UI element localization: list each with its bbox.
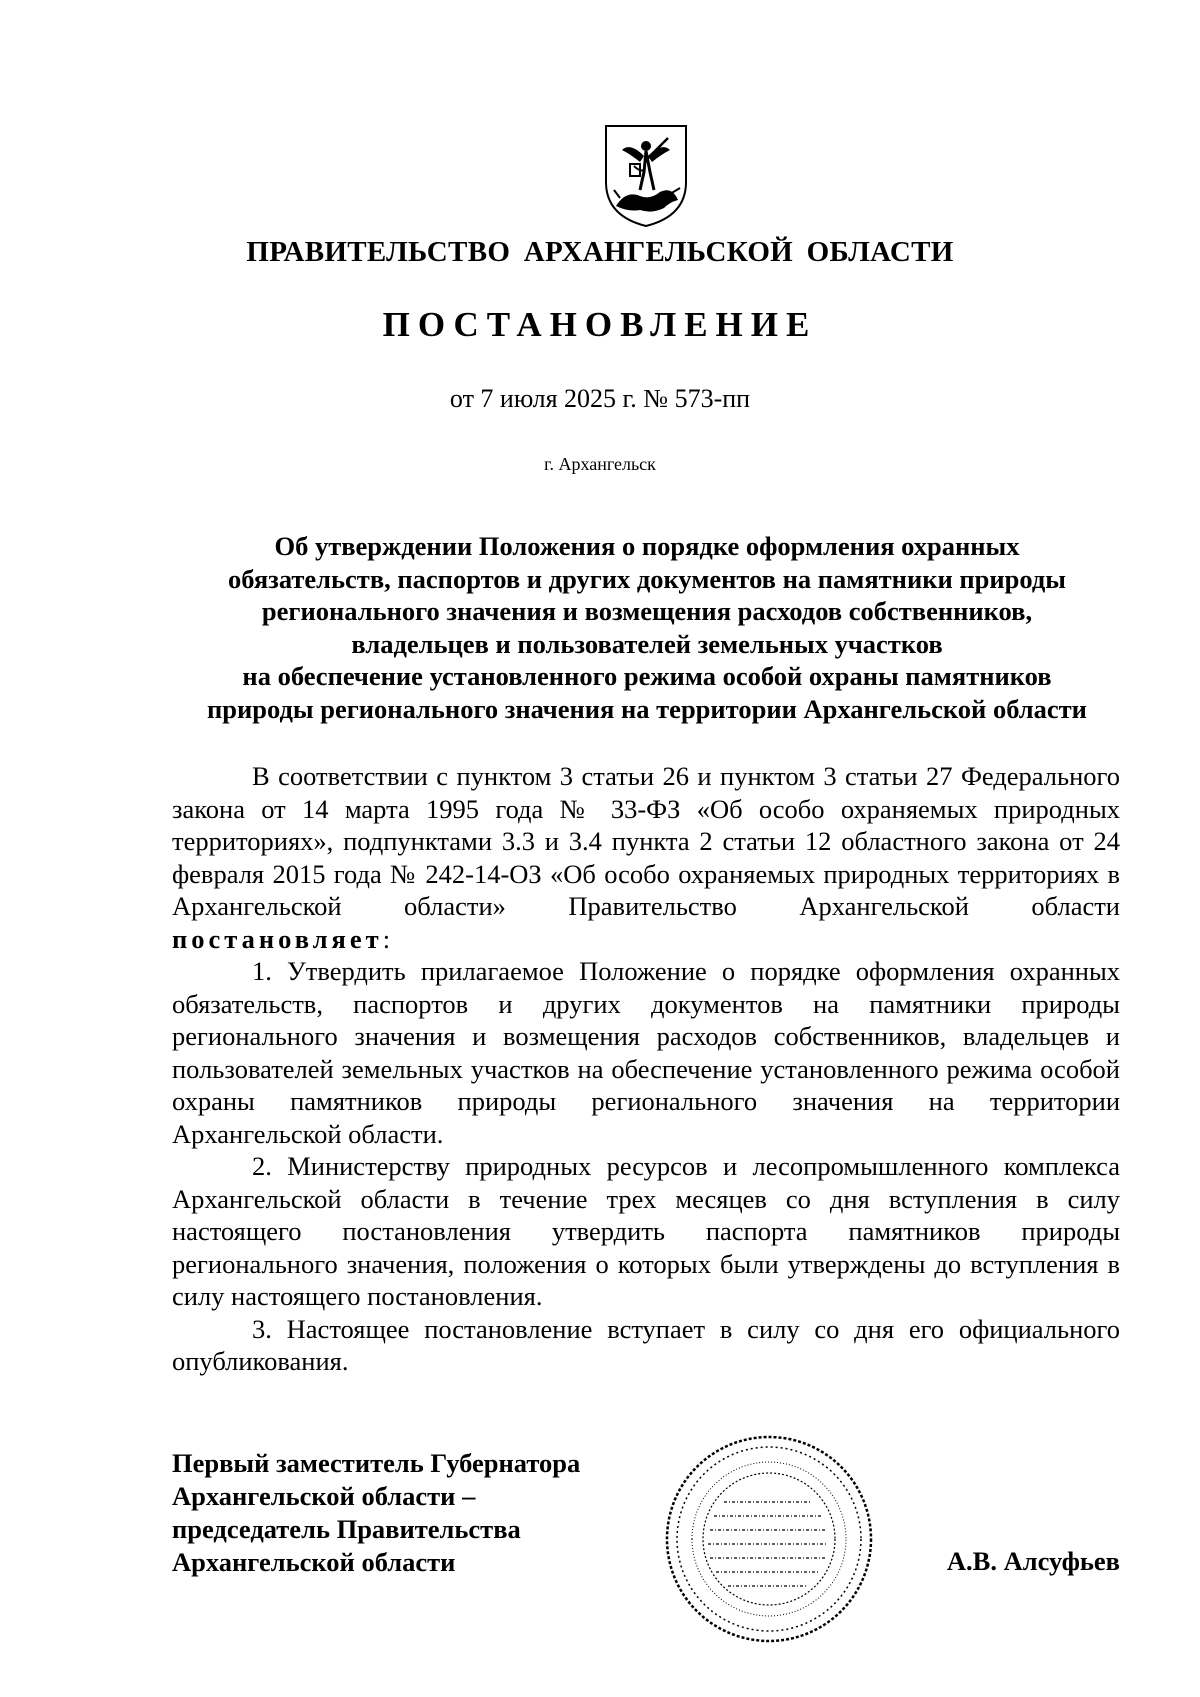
signer-position-line: Архангельской области bbox=[172, 1547, 456, 1577]
title-line: обязательств, паспортов и других документов на памятники природы bbox=[228, 563, 1066, 594]
signer-position-line: Архангельской области – bbox=[172, 1481, 476, 1511]
document-date-number: от 7 июля 2025 г. № 573-пп bbox=[449, 384, 751, 413]
signer-position bbox=[172, 1447, 580, 1579]
item-paragraph: 3. Настоящее постановление вступает в силу со дня его официального опубликования. bbox=[172, 1313, 1120, 1376]
title-line: природы регионального значения на территории Архангельской области bbox=[207, 693, 1087, 724]
title-line: на обеспечение установленного режима особой охраны памятников bbox=[242, 661, 1052, 691]
title-line: Об утверждении Положения о порядке оформления охранных bbox=[274, 531, 1020, 561]
decides-colon: : bbox=[382, 923, 391, 954]
document-title bbox=[172, 530, 1122, 725]
signer-position-line: Первый заместитель Губернатора bbox=[172, 1448, 581, 1478]
document-type: ПОСТАНОВЛЕНИЕ bbox=[382, 305, 818, 344]
title-line: владельцев и пользователей земельных участков bbox=[351, 628, 943, 659]
document-city: г. Архангельск bbox=[544, 454, 656, 474]
seal-icon bbox=[662, 1432, 876, 1646]
preamble-paragraph bbox=[172, 760, 1120, 955]
coat-of-arms-icon bbox=[600, 120, 692, 230]
preamble-text: В соответствии с пунктом 3 статьи 26 и пунктом 3 статьи 27 Федерального закона от 14 марта 1995 года № 33-ФЗ «Об особо охраняемых природных территориях», подпунктами 3.3 и 3.4 пункта 2 статьи 12 областного закона от 24 февраля 2015 года № 242-14-ОЗ «Об особо охраняемых природных территориях в Архангельской области» Правительство Архангельской области bbox=[172, 761, 1120, 921]
signer-position-line: председатель Правительства bbox=[172, 1514, 521, 1544]
item-paragraph: 2. Министерству природных ресурсов и лесопромышленного комплекса Архангельской области в течение трех месяцев со дня вступления в силу настоящего постановления утвердить паспорта памятников природы регионального значения, положения о которых были утверждены до вступления в силу настоящего постановления. bbox=[172, 1151, 1120, 1311]
item-paragraph: 1. Утвердить прилагаемое Положение о порядке оформления охранных обязательств, паспортов и других документов на памятники природы регионального значения и возмещения расходов собственников, владельцев и пользователей земельных участков на обеспечение установленного режима особой охраны памятников природы регионального значения на территории Архангельской области. bbox=[172, 956, 1120, 1149]
decides-word: постановляет bbox=[172, 923, 383, 954]
organization-name: ПРАВИТЕЛЬСТВО АРХАНГЕЛЬСКОЙ ОБЛАСТИ bbox=[246, 236, 954, 268]
signer-name: А.В. Алсуфьев bbox=[946, 1546, 1120, 1576]
title-line: регионального значения и возмещения расходов собственников, bbox=[261, 596, 1033, 626]
document-body bbox=[172, 760, 1120, 1378]
